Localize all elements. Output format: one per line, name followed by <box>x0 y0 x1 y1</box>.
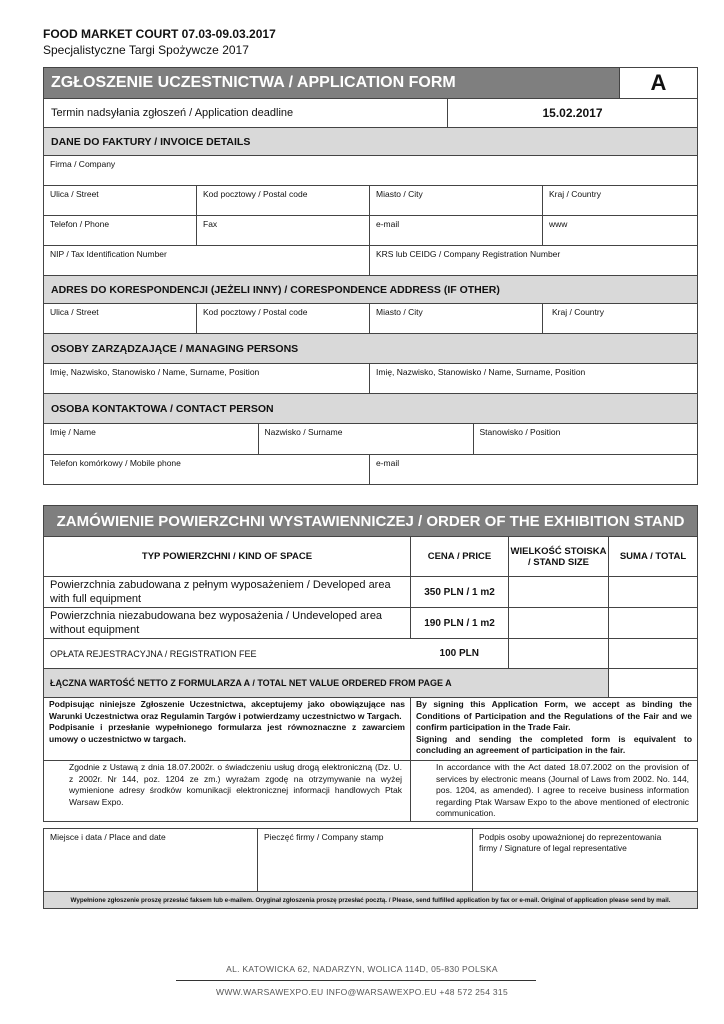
city-field[interactable]: Miasto / City <box>370 186 543 216</box>
order-title: ZAMÓWIENIE POWIERZCHNI WYSTAWIENNICZEJ / ORDER OF THE EXHIBITION STAND <box>44 506 698 537</box>
registration-fee-size-cell <box>509 639 609 669</box>
undeveloped-area-price: 190 PLN / 1 m2 <box>411 608 509 639</box>
www-field[interactable]: www <box>543 216 698 246</box>
nip-field[interactable]: NIP / Tax Identification Number <box>44 246 370 276</box>
postal-code-field[interactable]: Kod pocztowy / Postal code <box>197 186 370 216</box>
clause-en-3-text: In accordance with the Act dated 18.07.2002 on the provision of services by electronic means (Journal of Laws from 2002. No. 144, pos. 1204, as amended). I agree to receive business information regarding Ptak Warsaw Expo to the above mentioned of electronic communication. <box>436 762 690 818</box>
country-field[interactable]: Kraj / Country <box>543 186 698 216</box>
correspondence-section-title: ADRES DO KORESPONDENCJI (JEŻELI INNY) / CORESPONDENCE ADDRESS (IF OTHER) <box>44 276 698 304</box>
clause-en-1 <box>411 698 698 761</box>
contact-section-title: OSOBA KONTAKTOWA / CONTACT PERSON <box>44 394 698 424</box>
total-net-field[interactable] <box>609 669 698 698</box>
event-title: FOOD MARKET COURT 07.03-09.03.2017 <box>43 27 276 41</box>
clause-en-1-text: By signing this Application Form, we accept as binding the Conditions of Participation and the Regulations of the Fair and we confirm participation in the Trade Fair. <box>416 699 693 732</box>
krs-field[interactable]: KRS lub CEIDG / Company Registration Number <box>370 246 698 276</box>
deadline-value: 15.02.2017 <box>448 99 698 128</box>
footer-address: AL. KATOWICKA 62, NADARZYN, WOLICA 114D, 05-830 POLSKA <box>226 964 498 974</box>
clause-pl-3 <box>44 761 411 822</box>
registration-fee-total-field[interactable] <box>609 639 698 669</box>
contact-position-field[interactable]: Stanowisko / Position <box>479 427 561 437</box>
corr-street-field[interactable]: Ulica / Street <box>44 304 197 334</box>
email-field[interactable]: e-mail <box>370 216 543 246</box>
signature-field[interactable]: Podpis osoby upoważnionej do reprezentowania firmy / Signature of legal representative <box>473 829 698 892</box>
undeveloped-area-total-field[interactable] <box>609 608 698 639</box>
corr-postal-code-field[interactable]: Kod pocztowy / Postal code <box>197 304 370 334</box>
developed-area-total-field[interactable] <box>609 577 698 608</box>
col-stand-size: WIELKOŚĆ STOISKA / STAND SIZE <box>509 537 609 577</box>
application-form-table <box>43 67 698 485</box>
fax-field[interactable]: Fax <box>197 216 370 246</box>
corr-country-field[interactable]: Kraj / Country <box>543 304 698 334</box>
developed-area-price: 350 PLN / 1 m2 <box>411 577 509 608</box>
managing-section-title: OSOBY ZARZĄDZAJĄCE / MANAGING PERSONS <box>44 334 698 364</box>
phone-field[interactable]: Telefon / Phone <box>44 216 197 246</box>
footer-divider <box>176 980 536 981</box>
undeveloped-area-size-field[interactable] <box>509 608 609 639</box>
footer-contact: WWW.WARSAWEXPO.EU INFO@WARSAWEXPO.EU +48 572 254 315 <box>216 987 508 997</box>
developed-area-size-field[interactable] <box>509 577 609 608</box>
company-stamp-field[interactable]: Pieczęć firmy / Company stamp <box>258 829 473 892</box>
contact-name-row <box>44 424 698 454</box>
contact-name-field[interactable]: Imię / Name <box>44 424 258 454</box>
clause-pl-3-text: Zgodnie z Ustawą z dnia 18.07.2002r. o świadczeniu usług drogą elektroniczną (Dz. U. z 2002r. Nr 144, poz. 1204 ze zm.) wyrażam zgodę na otrzymywanie na wyżej wymienione adresy środków komunikacji elektronicznej informacji handlowych Ptak Warsaw Expo. <box>69 762 402 807</box>
clause-en-2-text: Signing and sending the completed form is equivalent to concluding an agreement of participation in the fair. <box>416 733 693 755</box>
clause-en-3 <box>411 761 698 822</box>
place-date-field[interactable]: Miejsce i data / Place and date <box>44 829 258 892</box>
managing-person-1-field[interactable]: Imię, Nazwisko, Stanowisko / Name, Surname, Position <box>44 364 370 394</box>
col-price: CENA / PRICE <box>411 537 509 577</box>
clause-pl-2-text: Podpisanie i przesłanie wypełnionego formularza jest równoznaczne z zawarciem umowy o uczestnictwo w targach. <box>49 722 405 744</box>
company-field[interactable]: Firma / Company <box>44 156 698 186</box>
clause-pl-1-text: Podpisując niniejsze Zgłoszenie Uczestnictwa, akceptujemy jako obowiązujące nas Warunki Uczestnictwa oraz Regulamin Targów i potwierdzamy uczestnictwo w Targach. <box>49 699 405 721</box>
clause-pl-1 <box>44 698 411 761</box>
contact-email-field[interactable]: e-mail <box>370 455 698 485</box>
sending-note: Wypełnione zgłoszenie proszę przesłać faksem lub e-mailem. Oryginał zgłoszenia proszę przesłać pocztą. / Please, send fulfilled application by fax or e-mail. Original of application please send by mail. <box>44 892 698 909</box>
registration-fee-value: 100 PLN <box>411 639 509 669</box>
contact-surname-field[interactable]: Nazwisko / Surname <box>258 424 473 454</box>
managing-person-2-field[interactable]: Imię, Nazwisko, Stanowisko / Name, Surname, Position <box>370 364 698 394</box>
corr-city-field[interactable]: Miasto / City <box>370 304 543 334</box>
event-subtitle: Specjalistyczne Targi Spożywcze 2017 <box>43 43 249 57</box>
registration-fee-label: OPŁATA REJESTRACYJNA / REGISTRATION FEE <box>44 639 411 669</box>
undeveloped-area-label: Powierzchnia niezabudowana bez wyposażenia / Undeveloped area without equipment <box>44 608 411 639</box>
total-net-label: ŁĄCZNA WARTOŚĆ NETTO Z FORMULARZA A / TOTAL NET VALUE ORDERED FROM PAGE A <box>44 669 609 698</box>
deadline-label: Termin nadsyłania zgłoszeń / Application deadline <box>44 99 448 128</box>
order-table <box>43 505 698 822</box>
developed-area-label: Powierzchnia zabudowana z pełnym wyposażeniem / Developed area with full equipment <box>44 577 411 608</box>
col-total: SUMA / TOTAL <box>609 537 698 577</box>
form-title: ZGŁOSZENIE UCZESTNICTWA / APPLICATION FORM <box>44 68 620 99</box>
street-field[interactable]: Ulica / Street <box>44 186 197 216</box>
col-kind-of-space: TYP POWIERZCHNI / KIND OF SPACE <box>44 537 411 577</box>
form-letter: A <box>620 68 698 99</box>
signature-table <box>43 828 698 909</box>
mobile-phone-field[interactable]: Telefon komórkowy / Mobile phone <box>44 455 370 485</box>
invoice-section-title: DANE DO FAKTURY / INVOICE DETAILS <box>44 128 698 156</box>
